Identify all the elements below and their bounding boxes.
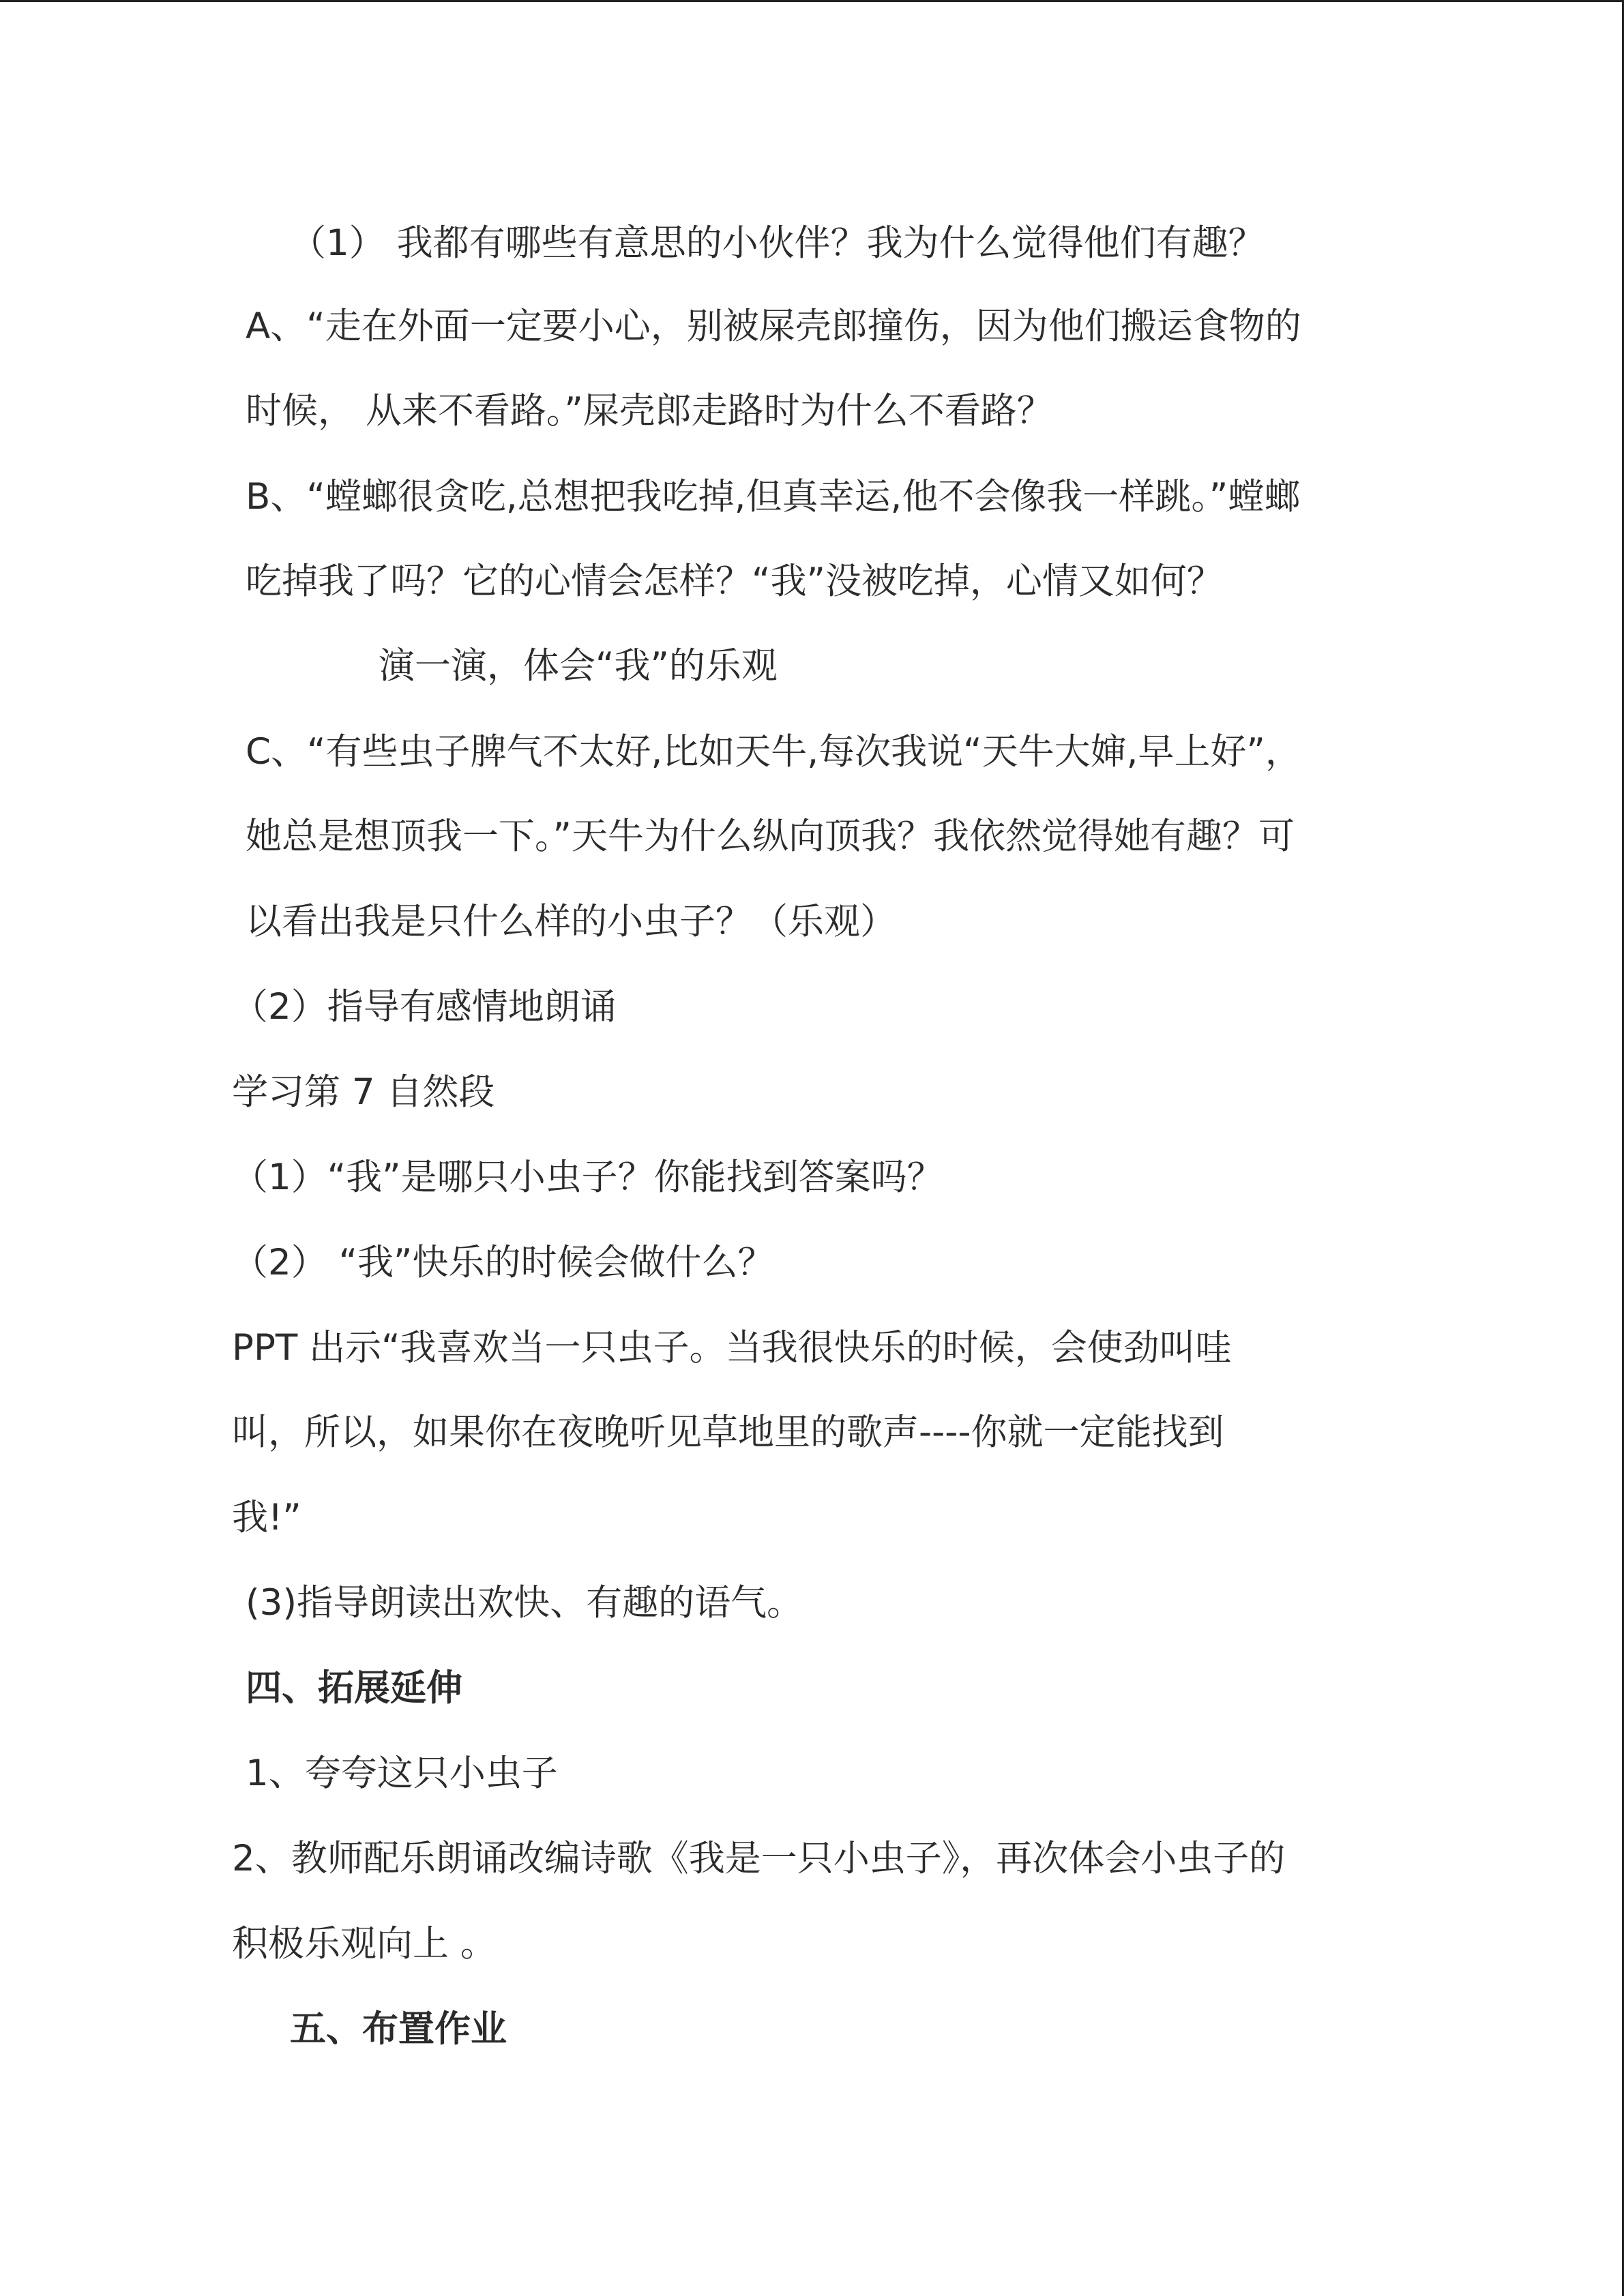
item-c-line-3: 以看出我是只什么样的小虫子？（乐观） bbox=[246, 901, 896, 942]
item-a-line-1: A、“走在外面一定要小心，别被屎壳郎撞伤，因为他们搬运食物的 bbox=[246, 305, 1301, 347]
paragraph-7-heading: 学习第 7 自然段 bbox=[232, 1071, 495, 1113]
section-4-heading: 四、拓展延伸 bbox=[246, 1667, 462, 1709]
item-b-line-1: B、“螳螂很贪吃,总想把我吃掉,但真幸运,他不会像我一样跳。”螳螂 bbox=[246, 476, 1301, 518]
item-b-line-2: 吃掉我了吗？它的心情会怎样？“我”没被吃掉，心情又如何？ bbox=[246, 561, 1223, 602]
section-5-heading: 五、布置作业 bbox=[290, 2008, 507, 2050]
act-out-line: 演一演，体会“我”的乐观 bbox=[379, 645, 778, 687]
extension-item-1: 1、夸夸这只小虫子 bbox=[246, 1753, 558, 1794]
question-1-line: （1） 我都有哪些有意思的小伙伴？我为什么觉得他们有趣？ bbox=[290, 222, 1265, 264]
para7-question-1: （1）“我”是哪只小虫子？你能找到答案吗？ bbox=[232, 1157, 943, 1198]
extension-item-2-line-2: 积极乐观向上 。 bbox=[232, 1923, 497, 1965]
extension-item-2-line-1: 2、教师配乐朗诵改编诗歌《我是一只小虫子》，再次体会小虫子的 bbox=[232, 1838, 1286, 1879]
ppt-quote-line-1: PPT 出示“我喜欢当一只虫子。当我很快乐的时候，会使劲叫哇 bbox=[232, 1327, 1232, 1369]
para7-question-2: （2） “我”快乐的时候会做什么？ bbox=[232, 1242, 774, 1283]
item-c-line-2: 她总是想顶我一下。”天牛为什么纵向顶我？我依然觉得她有趣？可 bbox=[246, 816, 1295, 857]
page-top-border bbox=[0, 0, 1624, 2]
ppt-quote-line-2: 叫，所以，如果你在夜晚听见草地里的歌声----你就一定能找到 bbox=[232, 1412, 1224, 1453]
ppt-quote-line-3: 我!” bbox=[232, 1497, 301, 1538]
item-a-line-2: 时候， 从来不看路。”屎壳郎走路时为什么不看路？ bbox=[246, 390, 1053, 432]
para7-question-3: (3)指导朗读出欢快、有趣的语气。 bbox=[246, 1582, 803, 1624]
question-2-line: （2）指导有感情地朗诵 bbox=[232, 986, 617, 1028]
item-c-line-1: C、“有些虫子脾气不太好,比如天牛,每次我说“天牛大婶,早上好”， bbox=[246, 731, 1301, 773]
